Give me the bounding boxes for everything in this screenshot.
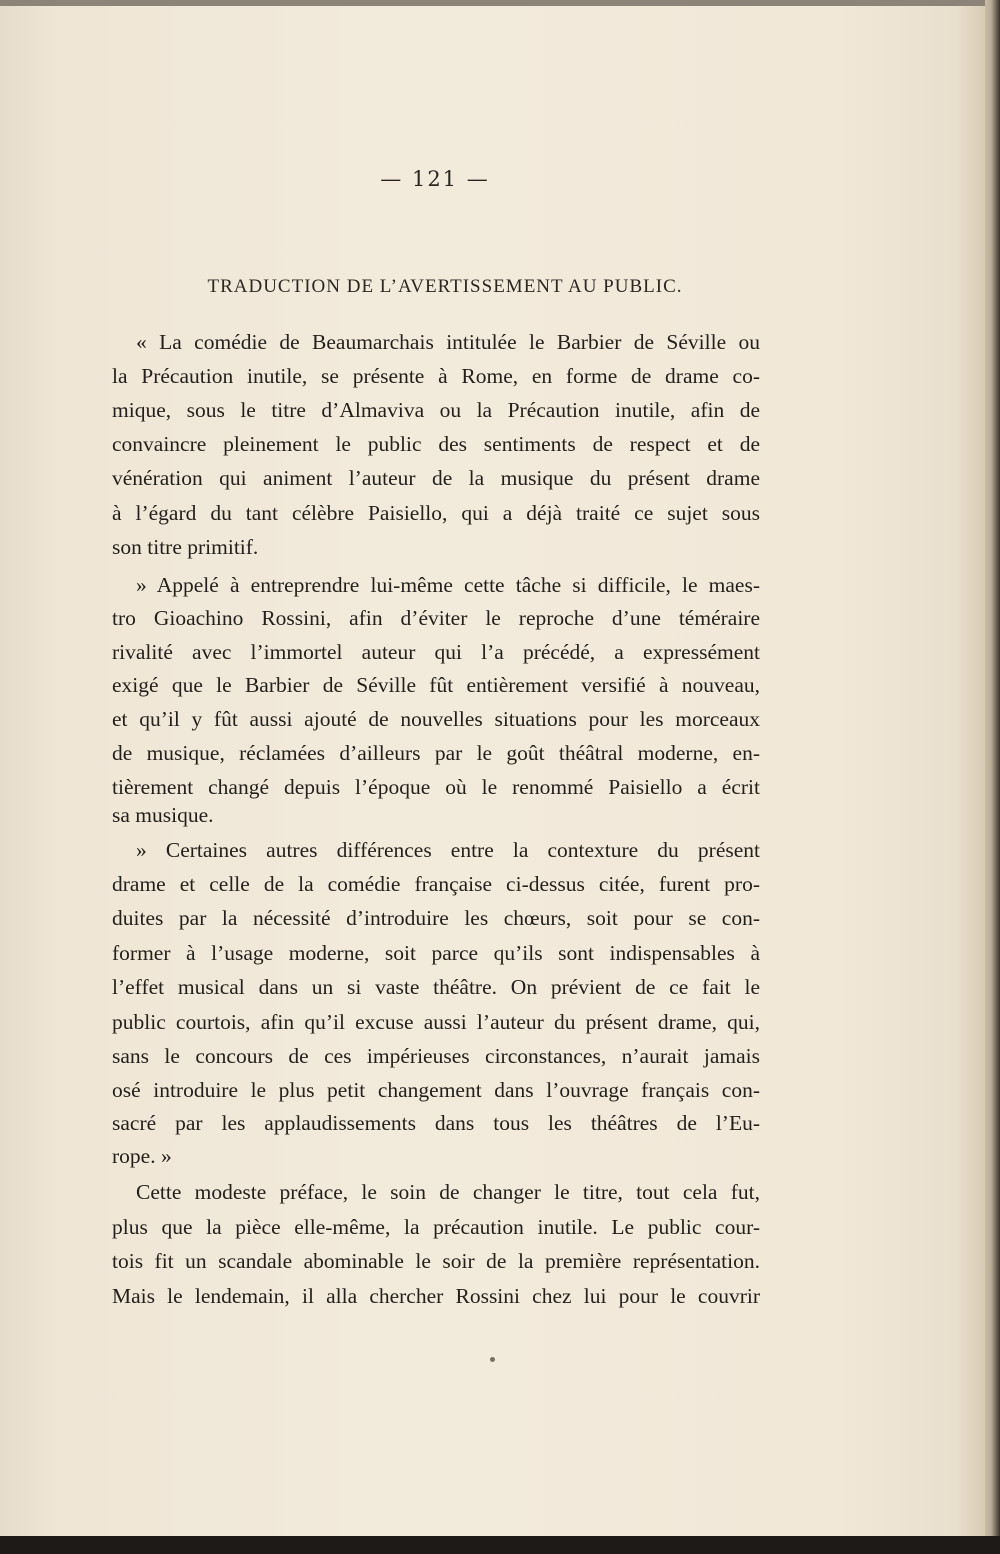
text-line: drame et celle de la comédie française ci-dessus citée, furent pro-	[112, 872, 760, 896]
text-line: rope. »	[112, 1144, 172, 1168]
text-line: tois fit un scandale abominable le soir de la première représentation.	[112, 1249, 760, 1273]
text-line: Mais le lendemain, il alla chercher Rossini chez lui pour le couvrir	[112, 1284, 760, 1308]
text-line: sacré par les applaudissements dans tous les théâtres de l’Eu-	[112, 1111, 760, 1135]
scan-right-edge	[985, 0, 1000, 1554]
book-page	[0, 6, 985, 1536]
text-line: duites par la nécessité d’introduire les chœurs, soit pour se con-	[112, 906, 760, 930]
text-line: public courtois, afin qu’il excuse aussi l’auteur du présent drame, qui,	[112, 1010, 760, 1034]
text-line: sa musique.	[112, 803, 214, 827]
text-line: osé introduire le plus petit changement dans l’ouvrage français con-	[112, 1078, 760, 1102]
text-line: » Appelé à entreprendre lui-même cette tâche si difficile, le maes-	[136, 573, 760, 597]
section-heading: TRADUCTION DE L’AVERTISSEMENT AU PUBLIC.	[207, 276, 683, 297]
text-line: de musique, réclamées d’ailleurs par le goût théâtral moderne, en-	[112, 741, 760, 765]
text-line: « La comédie de Beaumarchais intitulée le Barbier de Séville ou	[136, 330, 760, 354]
text-line: la Précaution inutile, se présente à Rome, en forme de drame co-	[112, 364, 760, 388]
text-line: convaincre pleinement le public des sentiments de respect et de	[112, 432, 760, 456]
text-line: à l’égard du tant célèbre Paisiello, qui a déjà traité ce sujet sous	[112, 501, 760, 525]
text-line: tro Gioachino Rossini, afin d’éviter le reproche d’une téméraire	[112, 606, 760, 630]
text-line: et qu’il y fût aussi ajouté de nouvelles situations pour les morceaux	[112, 707, 760, 731]
scan-bottom-edge	[0, 1536, 1000, 1554]
text-line: former à l’usage moderne, soit parce qu’ils sont indispensables à	[112, 941, 760, 965]
text-line: sans le concours de ces impérieuses circonstances, n’aurait jamais	[112, 1044, 760, 1068]
text-line: son titre primitif.	[112, 535, 259, 559]
text-line: plus que la pièce elle-même, la précaution inutile. Le public cour-	[112, 1215, 760, 1239]
text-line: vénération qui animent l’auteur de la musique du présent drame	[112, 466, 760, 490]
text-line: exigé que le Barbier de Séville fût entièrement versifié à nouveau,	[112, 673, 760, 697]
text-line: » Certaines autres différences entre la contexture du présent	[136, 838, 760, 862]
text-line: rivalité avec l’immortel auteur qui l’a précédé, a expressément	[112, 640, 760, 664]
page-number: — 121 —	[380, 167, 490, 191]
text-line: l’effet musical dans un si vaste théâtre. On prévient de ce fait le	[112, 975, 760, 999]
text-line: Cette modeste préface, le soin de changer le titre, tout cela fut,	[136, 1180, 760, 1204]
paper-speck	[490, 1357, 495, 1362]
text-line: mique, sous le titre d’Almaviva ou la Précaution inutile, afin de	[112, 398, 760, 422]
text-line: tièrement changé depuis l’époque où le renommé Paisiello a écrit	[112, 775, 760, 799]
